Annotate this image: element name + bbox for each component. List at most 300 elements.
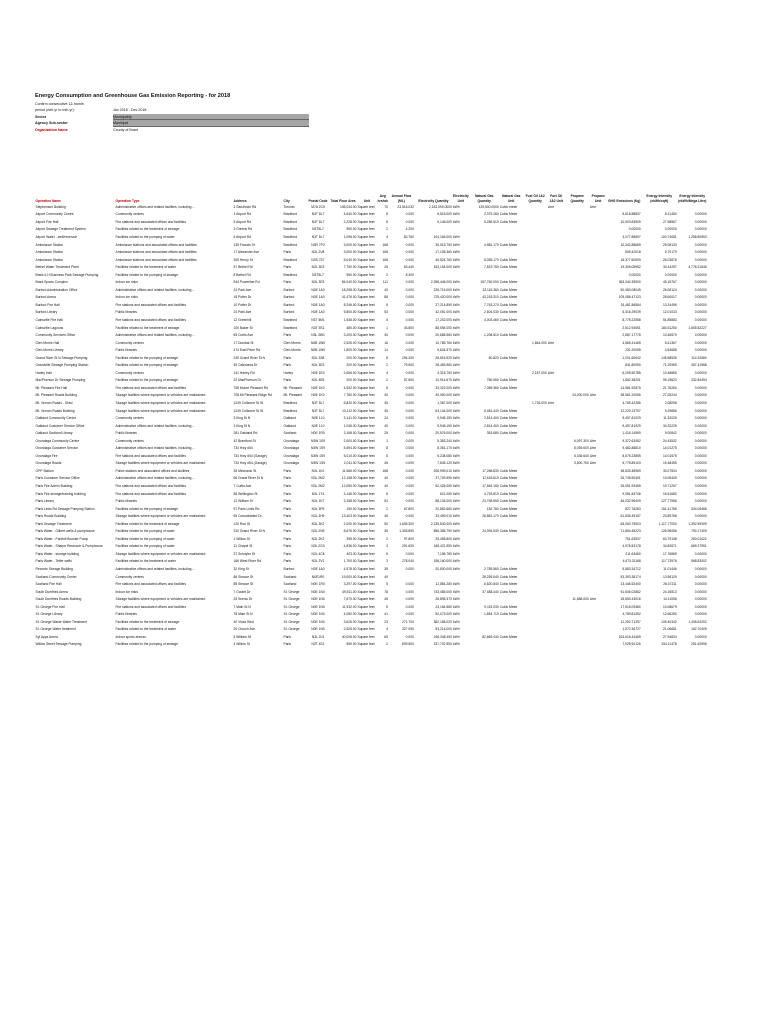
cell-city: Brantford	[283, 257, 298, 262]
cell-electricity-unit	[452, 573, 469, 581]
cell-propane-qty	[565, 543, 589, 551]
cell-gas-unit	[499, 626, 523, 634]
cell-propane-unit: Litre	[589, 461, 597, 466]
cell-fueloil-unit: Litre	[547, 340, 555, 345]
cell-gas-qty: 23,115.360	[482, 287, 499, 292]
cell-floor-area: 49,511.00	[342, 589, 357, 594]
cell-electricity-qty	[414, 573, 452, 581]
cell-postal-code: N3L 3W1	[311, 333, 325, 338]
cell-ghg: 0.00000	[628, 272, 641, 277]
cell-propane-qty	[565, 633, 589, 641]
cell-gas-unit: Cubic Meter	[499, 529, 518, 534]
cell-operation-type: Ambulance stations and associated offices and facilities	[115, 242, 197, 247]
cell-annual-flow: 0.000	[405, 400, 414, 405]
cell-city: Paris	[283, 491, 292, 496]
cell-fueloil-qty	[523, 422, 547, 430]
cell-floor-area: 3,200.00	[343, 333, 357, 338]
cell-propane-unit	[589, 497, 607, 505]
cell-propane-qty	[565, 414, 589, 422]
cell-unit: Square feet	[357, 438, 375, 443]
cell-ghg: 10,342.88669	[620, 242, 641, 247]
cell-floor-area: 2,656.00	[343, 370, 357, 375]
cell-propane-qty: 24,200.000	[572, 393, 589, 398]
cell-propane-unit: Litre	[589, 393, 597, 398]
cell-unit: Square feet	[357, 506, 375, 511]
cell-operation-type: Indoor ice rinks	[115, 589, 138, 594]
cell-electricity-unit: kWh	[452, 310, 460, 315]
cell-avg-hrs: 41	[384, 612, 388, 617]
cell-propane-unit	[589, 535, 607, 543]
cell-city: Paris	[283, 544, 292, 549]
cell-gas-qty	[469, 226, 499, 234]
cell-electricity-unit: kWh	[452, 499, 460, 504]
cell-annual-flow: 327.050	[402, 627, 414, 632]
cell-avg-hrs: 2	[386, 642, 388, 647]
cell-intensity-ml: 0.00000	[694, 589, 707, 594]
cell-postal-code: N0E 1A0	[311, 287, 325, 292]
cell-unit: Square feet	[357, 333, 375, 338]
cell-city: Paris	[283, 559, 292, 564]
cell-unit: Square feet	[357, 529, 375, 534]
cell-intensity-sqft: 30.44257	[662, 265, 677, 270]
cell-postal-code: N0B 1W0	[310, 340, 326, 345]
cell-ghg: 2,612.94051	[622, 325, 641, 330]
cell-city: Paris	[283, 250, 292, 255]
cell-floor-area: 8,246.00	[343, 302, 357, 307]
col-propane-unit: Propane Unit	[591, 194, 605, 203]
cell-gas-qty	[469, 361, 499, 369]
cell-unit: Square feet	[357, 423, 375, 428]
cell-address: 28 Mechanic St	[233, 468, 257, 473]
cell-annual-flow: 0.000	[405, 589, 414, 594]
cell-electricity-unit: kWh	[452, 461, 460, 466]
cell-annual-flow: 0.000	[405, 612, 414, 617]
cell-city: Paris	[283, 333, 292, 338]
cell-ghg: 751.63537	[625, 536, 641, 541]
cell-unit: Square feet	[357, 212, 375, 217]
cell-propane-qty	[565, 565, 589, 573]
cell-gas-qty	[469, 271, 499, 279]
cell-gas-qty: 7,819.750	[484, 265, 499, 270]
cell-electricity-qty: 1,387.000	[437, 400, 452, 405]
cell-propane-unit	[589, 565, 607, 573]
cell-electricity-unit: kWh	[452, 212, 460, 217]
cell-fueloil-unit	[547, 445, 565, 453]
cell-gas-unit	[499, 392, 523, 400]
cell-gas-unit: Cubic Meter	[499, 219, 518, 224]
cell-fueloil-unit	[547, 241, 565, 249]
cell-unit: Square feet	[357, 280, 375, 285]
cell-fueloil-qty	[523, 324, 547, 332]
cell-electricity-qty: 5,238.080	[437, 453, 452, 458]
cell-electricity-qty: 20,862.660	[435, 506, 452, 511]
cell-propane-unit	[589, 301, 607, 309]
cell-unit: Square feet	[357, 340, 375, 345]
cell-address: 24 Park Ave	[233, 310, 252, 315]
table-row	[35, 626, 707, 634]
cell-propane-unit	[589, 588, 607, 596]
cell-intensity-sqft: 11.01446	[663, 567, 677, 572]
cell-ghg: 3,077.88697	[622, 234, 641, 239]
cell-city: St. George	[283, 597, 300, 602]
cell-intensity-sqft: 10.46570	[662, 333, 677, 338]
cell-gas-qty	[469, 520, 499, 528]
cell-propane-qty	[565, 407, 589, 415]
cell-ghg: 363,344.35900	[618, 280, 641, 285]
cell-annual-flow: 809.500	[402, 642, 414, 647]
cell-fueloil-qty	[523, 211, 547, 219]
cell-gas-unit: Cubic Meter	[499, 499, 518, 504]
cell-intensity-ml: 334.05468	[691, 506, 707, 511]
cell-city: Brantford	[283, 272, 298, 277]
cell-avg-hrs: 40	[384, 484, 388, 488]
table-row	[35, 377, 707, 385]
cell-unit: Square feet	[357, 302, 375, 307]
cell-propane-unit	[589, 407, 607, 415]
col-intensity-ml: Energy Intensity (ekWh/Mega Litre)	[678, 194, 707, 203]
cell-fueloil-qty	[523, 407, 547, 415]
col-electricity-qty: Electricity Quantity	[418, 198, 449, 203]
cell-propane-unit	[589, 520, 607, 528]
cell-unit: Square feet	[357, 461, 375, 466]
cell-postal-code: M7A 2C5	[311, 204, 325, 209]
cell-floor-area: 7,780.00	[343, 393, 357, 398]
cell-gas-qty: 5,256.510	[484, 219, 499, 224]
cell-propane-qty: 11,588.000	[572, 597, 589, 602]
cell-intensity-sqft: 71.20969	[662, 363, 677, 368]
cell-annual-flow: 0.000	[405, 280, 414, 285]
cell-propane-unit: Litre	[589, 446, 597, 451]
cell-electricity-unit: kWh	[452, 378, 460, 383]
table-row	[35, 294, 707, 302]
cell-address: 4 Willow St	[233, 642, 250, 647]
cell-propane-unit	[589, 271, 607, 279]
cell-floor-area: 2,011.00	[343, 461, 357, 466]
cell-fueloil-qty	[523, 384, 547, 392]
table-row	[35, 535, 707, 543]
cell-annual-flow: 271.700	[402, 619, 414, 624]
cell-fueloil-qty	[523, 301, 547, 309]
cell-fueloil-qty	[523, 452, 547, 460]
cell-operation-type: Storage facilities where equipment or vehicles are maintained	[115, 514, 206, 519]
cell-annual-flow: 0.000	[405, 310, 414, 315]
cell-intensity-sqft: 0.00000	[664, 272, 677, 277]
cell-avg-hrs: 8	[386, 446, 388, 451]
cell-floor-area: 19,000.00	[341, 574, 357, 579]
cell-address: 17 Dundas St	[233, 340, 254, 345]
cell-propane-unit	[589, 422, 607, 430]
cell-ghg: 5,457.81029	[622, 423, 641, 428]
cell-propane-unit	[589, 233, 607, 241]
cell-propane-unit	[589, 505, 607, 513]
cell-floor-area: 395.00	[346, 536, 357, 541]
cell-propane-qty	[565, 256, 589, 264]
cell-floor-area: 1,536.00	[343, 317, 357, 322]
cell-intensity-ml: 114.32580	[691, 355, 707, 360]
cell-gas-unit: Cubic Meter	[499, 567, 518, 572]
col-ghg: GHG Emissions (Kg)	[607, 198, 641, 203]
cell-postal-code: N3L 3E3	[311, 363, 325, 368]
cell-electricity-qty: 53,214.000	[435, 627, 452, 632]
cell-propane-unit	[589, 361, 607, 369]
cell-avg-hrs: 2	[386, 506, 388, 511]
cell-annual-flow: 4.200	[405, 227, 414, 232]
cell-operation-name: Glen Morris Hall	[35, 340, 60, 345]
cell-ghg: 16,377.60509	[620, 257, 641, 262]
cell-gas-unit: Cubic Meter	[499, 612, 518, 617]
cell-unit: Square feet	[357, 642, 375, 647]
cell-unit: Square feet	[357, 431, 375, 436]
cell-intensity-sqft	[641, 203, 677, 211]
cell-electricity-unit: kWh	[452, 597, 460, 602]
cell-floor-area: 40,006.00	[341, 634, 357, 639]
cell-propane-unit	[589, 573, 607, 581]
cell-operation-name: Paris Library	[35, 499, 55, 504]
cell-intensity-sqft: 117.73976	[661, 559, 677, 564]
cell-electricity-qty: 20,576.000	[435, 431, 452, 436]
cell-ghg: 163,616.44469	[618, 634, 641, 639]
cell-floor-area: 1,700.00	[343, 559, 357, 564]
cell-address: 100 Baker St	[233, 325, 253, 330]
cell-gas-qty: 1,854.710	[484, 612, 499, 617]
cell-operation-name: Ambulance Station	[35, 257, 64, 262]
cell-electricity-unit: kWh	[452, 416, 460, 421]
cell-avg-hrs: 111	[382, 280, 388, 285]
cell-propane-qty: 3,500.750	[574, 461, 589, 466]
cell-gas-qty: 4,793.810	[484, 491, 499, 496]
cell-gas-qty	[469, 445, 499, 453]
cell-propane-qty	[565, 316, 589, 324]
cell-intensity-ml: 0.00000	[694, 408, 707, 413]
cell-electricity-unit: kWh	[452, 408, 460, 413]
cell-fueloil-unit	[547, 301, 565, 309]
cell-gas-unit: Cubic Meter	[499, 295, 518, 300]
cell-fueloil-unit	[547, 286, 565, 294]
cell-operation-name: Brant 4-H Business Park Sewage Pumping	[35, 272, 99, 277]
cell-intensity-sqft: 26.08124	[662, 287, 677, 292]
cell-electricity-qty: 743,485.000	[433, 589, 452, 594]
cell-electricity-qty: 23,184.580	[435, 604, 452, 609]
table-row	[35, 203, 707, 211]
cell-floor-area: 84,040.00	[341, 280, 357, 285]
cell-propane-qty	[565, 603, 589, 611]
table-row	[35, 429, 707, 437]
table-row	[35, 445, 707, 453]
cell-address: 5 Airport Rd	[233, 219, 251, 224]
cell-propane-qty	[565, 248, 589, 256]
cell-gas-unit	[499, 543, 523, 551]
cell-unit: Square feet	[357, 370, 375, 375]
col-electricity-unit: Electricity Unit	[452, 194, 469, 203]
cell-city: St. George	[283, 619, 300, 624]
cell-city: Onondaga	[283, 453, 299, 458]
table-row	[35, 641, 707, 649]
table-body	[35, 203, 707, 648]
cell-floor-area: 13,112.00	[342, 408, 357, 413]
cell-annual-flow: 0.000	[405, 212, 414, 217]
cell-fueloil-unit: Litre	[547, 204, 555, 209]
cell-avg-hrs: 23	[384, 619, 388, 624]
cell-postal-code: N3L 2N9	[311, 529, 325, 534]
cell-unit: Square feet	[357, 574, 375, 579]
cell-avg-hrs: 5	[386, 551, 388, 556]
cell-floor-area: 5,040.00	[343, 257, 357, 262]
cell-gas-qty: 6,820.840	[484, 582, 499, 587]
cell-electricity-unit: kWh	[452, 604, 460, 609]
cell-address: 944 Powerline Rd	[233, 280, 260, 285]
cell-ghg: 105,086.47123	[618, 295, 641, 300]
cell-avg-hrs: 40	[384, 287, 388, 292]
cell-floor-area: 5,594.00	[343, 446, 357, 451]
cell-annual-flow: 57.800	[403, 378, 414, 383]
cell-avg-hrs: 5	[386, 453, 388, 458]
cell-operation-name: Oakland Community Centre	[35, 416, 77, 421]
cell-fueloil-qty	[523, 294, 547, 302]
cell-gas-unit: Cubic Meter	[499, 408, 518, 413]
cell-fueloil-qty	[523, 565, 547, 573]
cell-fueloil-unit	[547, 550, 565, 558]
cell-avg-hrs: 5	[386, 385, 388, 390]
cell-avg-hrs: 4	[386, 234, 388, 239]
cell-address: 10 Potter Dr	[233, 302, 252, 307]
cell-floor-area: 7,670.00	[343, 597, 357, 602]
cell-electricity-qty: 7,156.780	[437, 551, 452, 556]
cell-gas-unit: Cubic Meter	[499, 355, 518, 360]
cell-floor-area: 2,228.00	[343, 219, 357, 224]
cell-postal-code: N3T 5L7	[311, 400, 325, 405]
cell-address: 3 Greens Rd	[233, 227, 253, 232]
cell-propane-unit	[589, 580, 607, 588]
cell-city: Brantford	[283, 317, 298, 322]
meta-label: Confirm consecutive 12-month	[35, 102, 84, 106]
cell-city: Paris	[283, 642, 292, 647]
cell-unit: Square feet	[357, 400, 375, 405]
cell-address: 5 William St	[233, 634, 251, 639]
cell-intensity-sqft: 12.01033	[662, 310, 677, 315]
cell-gas-qty: 43,218.310	[482, 295, 499, 300]
cell-postal-code: N0E 1N0	[311, 604, 325, 609]
cell-intensity-sqft: 24.43532	[662, 438, 677, 443]
cell-unit: Square feet	[357, 476, 375, 481]
cell-avg-hrs: 168	[382, 468, 388, 473]
cell-city: Paris	[283, 355, 292, 360]
cell-intensity-sqft: 26.07211	[663, 582, 677, 587]
table-row	[35, 528, 707, 536]
cell-propane-unit	[589, 316, 607, 324]
cell-avg-hrs: 5	[386, 219, 388, 224]
cell-unit: Square feet	[357, 491, 375, 496]
table-row	[35, 286, 707, 294]
cell-operation-name: Stephenson Building	[35, 204, 66, 209]
cell-gas-qty	[469, 550, 499, 558]
cell-electricity-unit: kWh	[452, 642, 460, 647]
cell-intensity-sqft: 13.24496	[662, 302, 677, 307]
cell-fueloil-qty	[523, 263, 547, 271]
cell-electricity-qty: 5,945.150	[437, 416, 452, 421]
cell-fueloil-unit	[547, 346, 565, 354]
cell-fueloil-qty	[523, 512, 547, 520]
cell-floor-area: 480.00	[346, 325, 357, 330]
cell-operation-name: Paris Water - Parkhill Booster Pump	[35, 536, 89, 541]
cell-floor-area: 4,578.00	[343, 567, 357, 572]
cell-unit: Square feet	[357, 227, 375, 232]
cell-postal-code: N0E 1R0	[311, 431, 325, 436]
cell-operation-type: Administrative offices and related facilities, including ...	[115, 287, 196, 292]
cell-operation-type: Facilities related to the pumping of sewage	[115, 506, 178, 511]
table-row	[35, 384, 707, 392]
cell-intensity-sqft: 63.79138	[662, 536, 677, 541]
cell-electricity-qty: 88,594.000	[435, 325, 452, 330]
cell-address: 85 Simcoe St	[233, 582, 254, 587]
cell-operation-name: Paris Roads Building	[35, 514, 67, 519]
cell-postal-code: N0E1R0	[311, 574, 325, 579]
cell-electricity-qty: 2,181,090.0000	[429, 204, 452, 209]
cell-electricity-qty: 25,455.800	[435, 536, 452, 541]
cell-propane-qty	[565, 482, 589, 490]
cell-propane-qty	[565, 626, 589, 634]
cell-fueloil-unit	[547, 467, 565, 475]
cell-unit: Square feet	[357, 250, 375, 255]
cell-intensity-sqft: 34.82671	[662, 544, 677, 549]
cell-gas-unit	[499, 437, 523, 445]
cell-electricity-qty: 6,515.000	[437, 212, 452, 217]
col-gas-qty: Natural Gas Quantity	[474, 194, 494, 203]
cell-avg-hrs: 4	[386, 370, 388, 375]
cell-propane-qty	[565, 550, 589, 558]
cell-unit: Square feet	[357, 514, 375, 519]
cell-electricity-qty: 27,214.890	[435, 302, 452, 307]
cell-gas-unit: Cubic Meter	[499, 468, 518, 473]
cell-gas-qty: 2,814.400	[484, 416, 499, 421]
cell-avg-hrs: 40	[384, 574, 388, 579]
report-meta	[35, 101, 715, 133]
cell-intensity-sqft: 26.03876	[662, 257, 677, 262]
cell-floor-area: 2,000.00	[343, 521, 357, 526]
cell-gas-unit	[499, 324, 523, 332]
cell-unit: Square feet	[357, 484, 375, 488]
cell-gas-unit: Cubic Meter	[499, 265, 518, 270]
col-annual-flow: Annual Flow (ML)	[391, 194, 412, 203]
cell-electricity-qty: 168,421.950	[433, 544, 452, 549]
cell-annual-flow: 0.000	[405, 453, 414, 458]
cell-propane-qty: 5,336.640	[574, 453, 589, 458]
cell-intensity-sqft: 51.85883	[662, 317, 677, 322]
cell-intensity-ml: 0.00000	[694, 242, 707, 247]
cell-fueloil-qty: 2,187.000	[532, 370, 547, 375]
cell-unit: Square feet	[357, 468, 375, 473]
cell-gas-unit	[499, 399, 523, 407]
cell-intensity-sqft: 100.74081	[661, 234, 677, 239]
cell-annual-flow: 0.000	[405, 431, 414, 436]
cell-annual-flow: 0.000	[405, 416, 414, 421]
cell-gas-qty: 4,981.170	[484, 242, 499, 247]
cell-fueloil-qty	[523, 611, 547, 619]
cell-fueloil-qty	[523, 543, 547, 551]
cell-intensity-ml: 0.00000	[694, 287, 707, 292]
table-row	[35, 414, 707, 422]
cell-avg-hrs: 168	[382, 250, 388, 255]
cell-city: Paris	[283, 265, 292, 270]
cell-operation-name: Glen Morris Library	[35, 348, 64, 353]
cell-operation-type: Facilities related to the treatment of water	[115, 559, 176, 564]
cell-unit: Square feet	[357, 634, 375, 639]
cell-fueloil-unit	[547, 512, 565, 520]
cell-operation-type: Storage facilities where equipment or vehicles are maintained	[115, 551, 206, 556]
cell-propane-qty	[565, 497, 589, 505]
cell-gas-qty: 80.820	[488, 355, 499, 360]
cell-intensity-ml: 0.00000	[694, 302, 707, 307]
cell-propane-unit	[589, 482, 607, 490]
